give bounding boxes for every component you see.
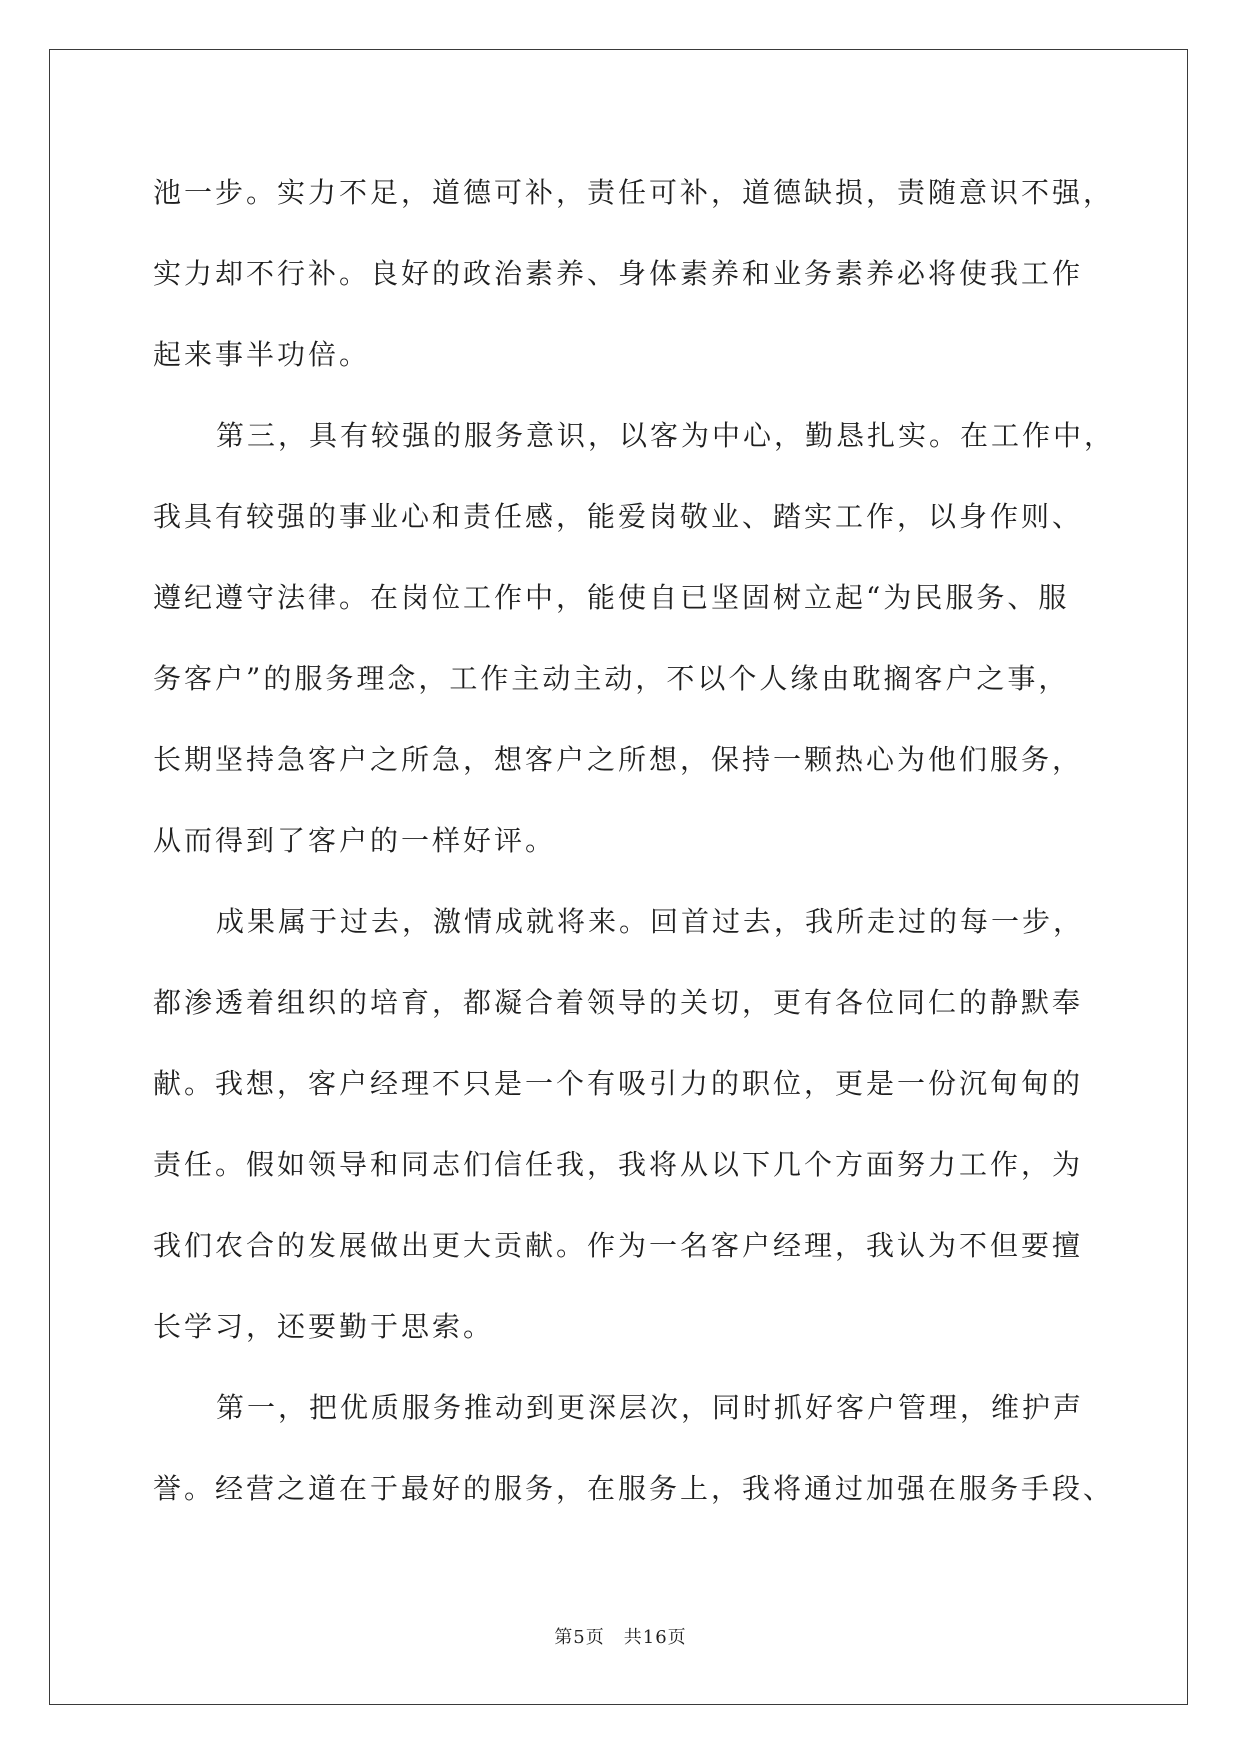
paragraph: [153, 395, 1143, 881]
text-line: 誉。经营之道在于最好的服务，在服务上，我将通过加强在服务手段、: [153, 1472, 1115, 1505]
text-line: 起来事半功倍。: [153, 338, 371, 371]
text-line: 实力却不行补。良好的政治素养、身体素养和业务素养必将使我工作: [153, 257, 1084, 290]
text-line: 从而得到了客户的一样好评。: [153, 824, 557, 857]
document-body: [153, 152, 1143, 1529]
text-line: 责任。假如领导和同志们信任我，我将从以下几个方面努力工作，为: [153, 1148, 1084, 1181]
page-number-footer: 第5页 共16页: [554, 1627, 687, 1648]
text-line: 池一步。实力不足，道德可补，责任可补，道德缺损，责随意识不强，: [153, 176, 1115, 209]
text-line: 第三，具有较强的服务意识，以客为中心，勤恳扎实。在工作中，: [216, 419, 1116, 452]
text-line: 我具有较强的事业心和责任感，能爱岗敬业、踏实工作，以身作则、: [153, 500, 1084, 533]
text-line: 务客户”的服务理念，工作主动主动，不以个人缘由耽搁客户之事，: [153, 662, 1070, 695]
paragraph: [153, 881, 1143, 1367]
text-line: 长期坚持急客户之所急，想客户之所想，保持一颗热心为他们服务，: [153, 743, 1084, 776]
text-line: 我们农合的发展做出更大贡献。作为一名客户经理，我认为不但要擅: [153, 1229, 1084, 1262]
text-line: 长学习，还要勤于思索。: [153, 1310, 495, 1343]
text-line: 第一，把优质服务推动到更深层次，同时抓好客户管理，维护声: [216, 1391, 1085, 1424]
paragraph-continued: [153, 152, 1143, 395]
text-line: 成果属于过去，激情成就将来。回首过去，我所走过的每一步，: [216, 905, 1085, 938]
paragraph: [153, 1367, 1143, 1529]
text-line: 都渗透着组织的培育，都凝合着领导的关切，更有各位同仁的静默奉: [153, 986, 1084, 1019]
text-line: 遵纪遵守法律。在岗位工作中，能使自已坚固树立起“为民服务、服: [153, 581, 1070, 614]
text-line: 献。我想，客户经理不只是一个有吸引力的职位，更是一份沉甸甸的: [153, 1067, 1084, 1100]
